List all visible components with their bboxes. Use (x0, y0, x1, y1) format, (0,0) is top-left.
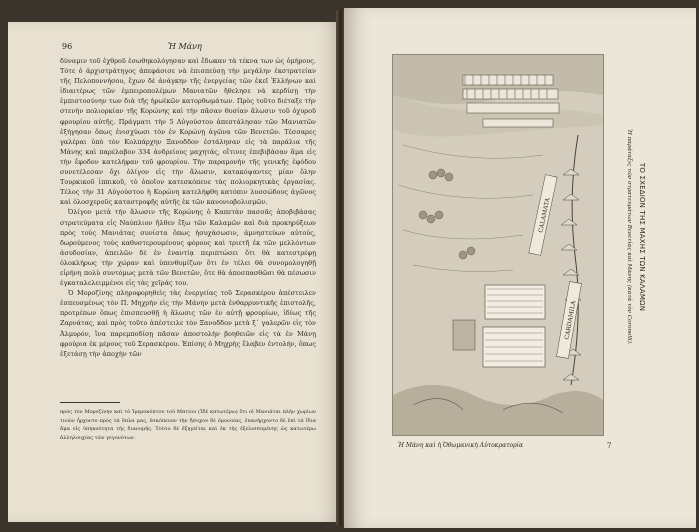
footnote-rule (60, 402, 120, 403)
side-caption-subtitle: Ἡ παράταξις τῶν στρατευμάτων Βενετίας καὶ Μάνης (κατὰ τὸν Coronelli). (626, 129, 632, 345)
battle-map-plate (392, 54, 604, 436)
right-page-number: 7 (607, 442, 612, 450)
paragraph-3: Ὁ Μοροζίνης πληροφορηθεὶς τὰς ἐνεργείας τοῦ Σερασκέρου ἀπέστειλεν ἐσπευσμένως τὸν Π. Μηχρὴν εἰς τὴν Μάνην μετὰ ἐνθαρρυντικῆς ἐπιστολῆς, προτρέπων ὅπως ἐπισπευσθῇ ἡ ἅλωσις τῶν ἐν αὐτῇ φρουρίων, ἰδίως τῆς Ζαρνάτας, καὶ πρὸς τοῦτο ἀπέστειλε τὸν Ξανοδδον μετὰ ξ΄ γαλερῶν εἰς τὸν Ἀλμυρόν, ἵνα παρεμποδίσῃ πᾶσαν ἀποστολὴν βοηθειῶν εἰς τὰ ἐν Μάνῃ φρούρια ἐκ μέρους τοῦ Σερασκέρου. Ἐπίσης ὁ Μηχρὴς ἔλαβεν ἐντολήν, ὅπως ἐξετάσῃ τὴν ἀποχὴν τῶν (60, 289, 316, 358)
running-head: Ἡ Μάνη (168, 42, 202, 51)
side-caption-title: ΤΟ ΣΧΕΔΙΟΝ ΤΗΣ ΜΑΧΗΣ ΤΩΝ ΚΑΛΑΜΩΝ (638, 162, 646, 312)
paragraph-2: Ὀλίγον μετὰ τὴν ἅλωσιν τῆς Κορώνης ὁ Καπετὰν πασσᾶς ἀποβιβάσας στρατεύματα εἰς Ναύπλιον ἤλθεν ἔξω τῶν Καλαμῶν καὶ διὰ προκηρύξεων πρὸς τοὺς Μανιάτας συνίστα ὅπως ἡσυχάσωσιν, ἀμνηστεύων αὐτούς, δωρούμενος τοὺς καθυστερουμένους φόρους καὶ τριετῆ ἐκ τῶν μελλόντων ἀσυδοσίαν, ἀπειλῶν δὲ ἐν ἐναντίᾳ περιπτώσει ὅτι θὰ κατεστρέφῃ ὁλοκλήρως τὴν χώραν καὶ ὑπενθυμίζων ὅτι ἐν τέλει θὰ συνομολογηθῇ εἰρήνη πολὺ συντόμως μετὰ τῶν Βενετῶν, ὅτε θὰ ἀποσπασθῶσι θὰ πέσωσιν ἐγκαταλελειμμένοι εἰς τὰς χεῖράς του. (60, 208, 316, 288)
side-caption (608, 72, 652, 402)
plate-bottom-caption: Ἡ Μάνη καὶ ἡ Ὀθωμανικὴ Αὐτοκρατορία (398, 442, 524, 449)
footnote-text: πρὸς τὸν Μοροζίνην καὶ τὸ Ἱμεροκόπτου τοῦ Ματίου (Ἰδὲ κατωτέρω) ὅτι οἱ Μανιάται πλὴν χωρίων τινῶν ἦρχοντο πρὸς τὰ ὅπλα μας, ἐσκόπευον τὴν ἥσυχον δὲ ὁμονοίας, ἐπανήρχοντο δὲ ἐπὶ τὰ ἴδια ἄμα εἰς ὑπηκοότητα τῆς διανομῆς. Τοῦτο δὲ ἐξηγεῖται καὶ ἐκ τῆς ἐξελισσομένης ὡς κατωτέρω ἀλληλουχίας τῶν γεγονότων. (60, 409, 316, 441)
footnote (60, 408, 316, 442)
battle-map-illustration (393, 55, 603, 435)
paragraph-1: δύναμιν τοῦ ἐχθροῦ ἐσωθηκολόγησαν καὶ ἔδωκαν τὰ τέκνα των ὡς ὁμήρους. Τότε ὁ ἀρχιστράτηγος ἀπεφάσισε νὰ ἐπισπεύσῃ τὴν μεγάλην ἐκστρατείαν τῆς Πελοποννήσου, ἔχων δὲ ἀνάγκην τῆς ἐνεργείας τῶν ἐκεῖ Ἑλλήνων καὶ ἰδιαιτέρως τῶν ἐμπειροπολέμων Μανιατῶν ἤθελησε νὰ κερδίσῃ τὴν ἐμπιστοσύνην των διὰ τῆς ἡρωϊκῶν κατορθωμάτων. Πρὸς τοῦτο διέταξε τὴν στενὴν πολιορκίαν τῆς Κορώνης καὶ τὴν πᾶσαν θυσίαν ἅλωσιν τοῦ ὀχυροῦ φρουρίου αὐτῆς. Πράγματι τὴν 5 Αὐγούστου ἀπεστάλησαν τῶν Μανιατῶν ἐξήγησαν ὅπως ἐνισχύωσι τὸν ἐν Κορώνῃ ἀγῶνα τῶν Βενετῶν. Τέσσαρες γαλέραι ὑπὸ τὸν Κολπάρχην Ξανοδδον ἐστάλησαν εἰς τὰ παράλια τῆς Μάνης καὶ παρέλαβον 334 ἀνδρείους μαχητάς, οἵτινες ἐπεβιβάσαν ἅμα εἰς τὴν ἔφοδον κατελήφαν τοῦ φρουρίου. Τὴν παραμονὴν τῆς γενικῆς ἐφόδου συνετέλεσαν ὄχι ὀλίγον εἰς τὴν ἅλωσιν, κατακόψαντες μίαν ὅλην Τουρκικοῦ ἱππικοῦ, τὸ ὁποῖον κατεσκόπευε τὰς πολιορκητικὰς ἐργασίας. Τέλος τὴν 31 Αὐγούστου ἡ Κορώνη κατελήφθη κατόπιν λυσσώδους ἀγῶνος καὶ ὁλοσχεροῦς καταστροφῆς αὐτῆς ἐκ τῶν κανονιοβολισμῶν. (60, 57, 316, 207)
body-text (60, 56, 316, 359)
left-page-number: 96 (62, 42, 73, 51)
plate-inscription-1: CALAMATA (537, 197, 552, 234)
plate-inscription-2: CARDAMILA (563, 300, 578, 341)
